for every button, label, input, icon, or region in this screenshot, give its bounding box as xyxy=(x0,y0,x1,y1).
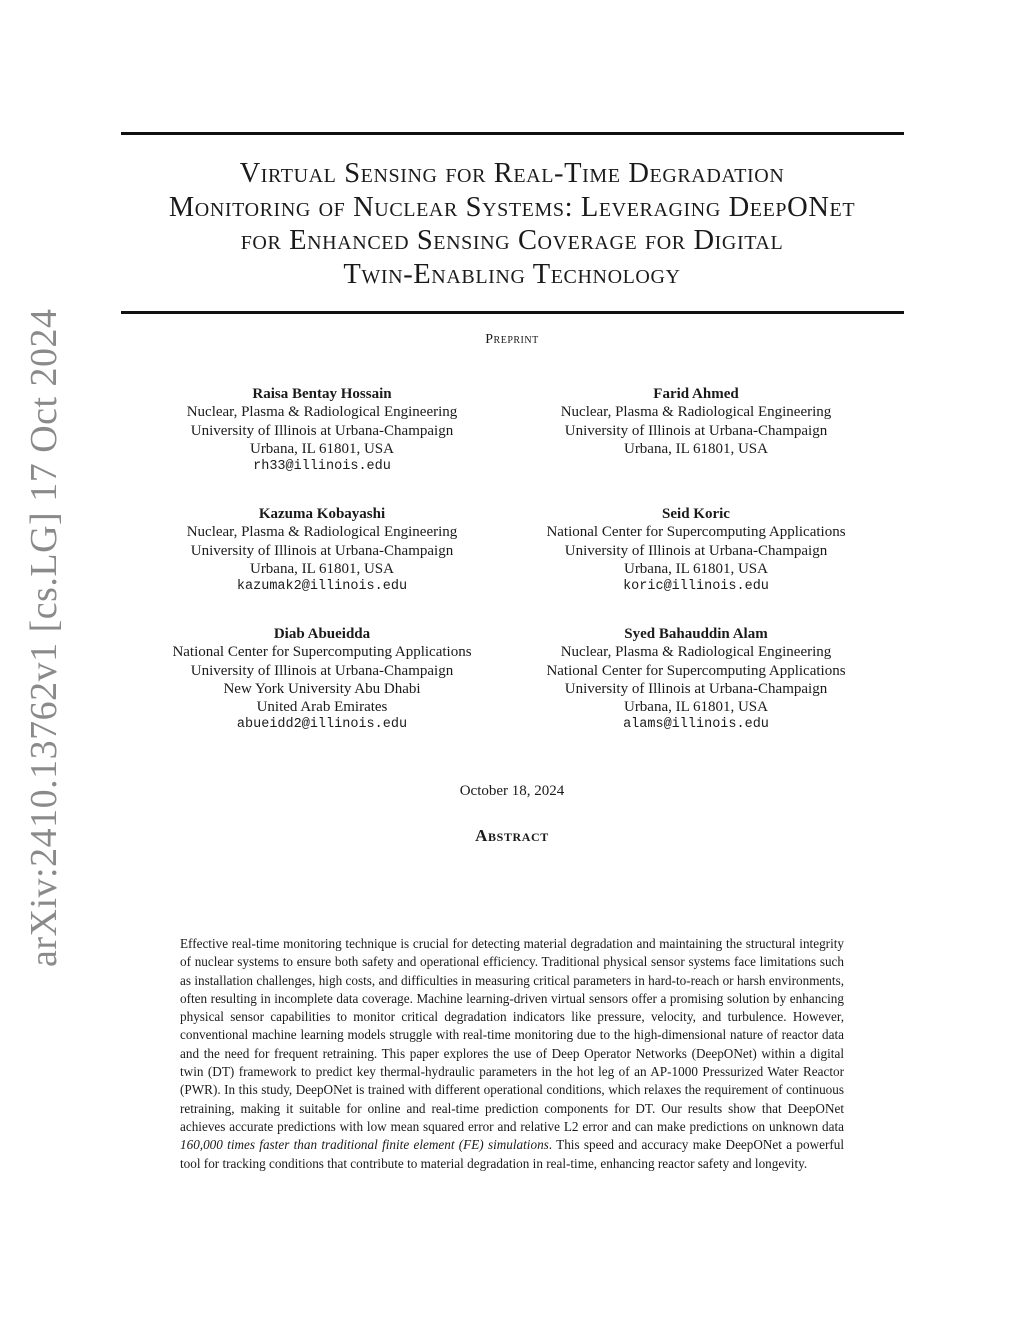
abstract-text: . This speed and accuracy make DeepONet a powerful tool for tracking conditions that contribute to material degradation in real-time, enhancing reactor safety and longevity. xyxy=(180,1137,844,1171)
author-affiliation: New York University Abu Dhabi xyxy=(223,680,421,697)
author-email: alams@illinois.edu xyxy=(623,717,769,733)
author-affiliation: Nuclear, Plasma & Radiological Engineering xyxy=(186,404,458,421)
author-affiliation: University of Illinois at Urbana-Champaign xyxy=(190,422,454,439)
author-affiliation: Urbana, IL 61801, USA xyxy=(249,440,394,457)
author-affiliation: Nuclear, Plasma & Radiological Engineering xyxy=(560,644,832,661)
author-email: koric@illinois.edu xyxy=(623,579,769,595)
author-email: abueidd2@illinois.edu xyxy=(236,717,408,733)
author-affiliation: University of Illinois at Urbana-Champaign xyxy=(564,542,828,559)
author-name: Farid Ahmed xyxy=(653,386,739,402)
arxiv-sidebar-stamp: arXiv:2410.13762v1 [cs.LG] 17 Oct 2024 xyxy=(23,308,65,967)
author-affiliation: National Center for Supercomputing Applications xyxy=(546,524,846,541)
title-line: for Enhanced Sensing Coverage for Digital xyxy=(240,225,784,256)
author-name: Kazuma Kobayashi xyxy=(258,506,386,522)
title-line: Monitoring of Nuclear Systems: Leveraging DeepONet xyxy=(168,191,856,223)
author-affiliation: University of Illinois at Urbana-Champaign xyxy=(190,542,454,559)
author-name: Raisa Bentay Hossain xyxy=(252,386,392,402)
author-affiliation: United Arab Emirates xyxy=(256,699,388,716)
author-name: Seid Koric xyxy=(662,506,730,522)
author-name: Syed Bahauddin Alam xyxy=(624,626,768,642)
title-line: Virtual Sensing for Real-Time Degradation xyxy=(239,158,785,189)
abstract-body xyxy=(180,935,844,1173)
author-block xyxy=(486,385,906,458)
paper-title xyxy=(100,157,924,291)
author-affiliation: University of Illinois at Urbana-Champaign xyxy=(564,422,828,439)
author-affiliation: Urbana, IL 61801, USA xyxy=(623,440,768,457)
author-affiliation: National Center for Supercomputing Applications xyxy=(172,644,472,661)
preprint-label: Preprint xyxy=(485,332,539,347)
abstract-text: Effective real-time monitoring technique is crucial for detecting material degradation and maintaining the structural integrity of nuclear systems to ensure both safety and operational efficiency. Traditional physical sensor systems face limitations such as installation challenges, high costs, and difficulties in measuring critical parameters in hard-to-reach or harsh environments, often resulting in incomplete data coverage. Machine learning-driven virtual sensors offer a promising solution by enhancing physical sensor capabilities to monitor critical degradation indicators like pressure, velocity, and turbulence. However, conventional machine learning models struggle with real-time monitoring due to the high-dimensional nature of reactor data and the need for frequent retraining. This paper explores the use of Deep Operator Networks (DeepONet) within a digital twin (DT) framework to predict key thermal-hydraulic parameters in the hot leg of an AP-1000 Pressurized Water Reactor (PWR). In this study, DeepONet is trained with different operational conditions, which relaxes the requirement of continuous retraining, making it suitable for online and real-time prediction components for DT. Our results show that DeepONet achieves accurate predictions with low mean squared error and relative L2 error and can make predictions on unknown data xyxy=(180,936,844,1134)
author-affiliation: University of Illinois at Urbana-Champaign xyxy=(190,662,454,679)
author-block xyxy=(486,625,906,735)
abstract-heading: Abstract xyxy=(475,826,549,845)
author-block xyxy=(112,385,532,476)
author-email: rh33@illinois.edu xyxy=(253,459,391,475)
author-affiliation: University of Illinois at Urbana-Champaign xyxy=(564,680,828,697)
author-block xyxy=(112,505,532,596)
author-affiliation: Urbana, IL 61801, USA xyxy=(623,699,768,716)
author-block xyxy=(486,505,906,596)
author-block xyxy=(112,625,532,735)
title-bottom-rule xyxy=(121,311,904,314)
abstract-emphasis: 160,000 times faster than traditional finite element (FE) simulations xyxy=(180,1137,549,1153)
author-affiliation: Nuclear, Plasma & Radiological Engineering xyxy=(186,524,458,541)
author-affiliation: Nuclear, Plasma & Radiological Engineering xyxy=(560,404,832,421)
title-top-rule xyxy=(121,132,904,135)
author-affiliation: National Center for Supercomputing Applications xyxy=(546,662,846,679)
title-line: Twin-Enabling Technology xyxy=(343,258,681,290)
author-affiliation: Urbana, IL 61801, USA xyxy=(623,560,768,577)
author-email: kazumak2@illinois.edu xyxy=(236,579,408,595)
author-name: Diab Abueidda xyxy=(273,626,371,642)
author-affiliation: Urbana, IL 61801, USA xyxy=(249,560,394,577)
paper-date: October 18, 2024 xyxy=(459,783,565,799)
